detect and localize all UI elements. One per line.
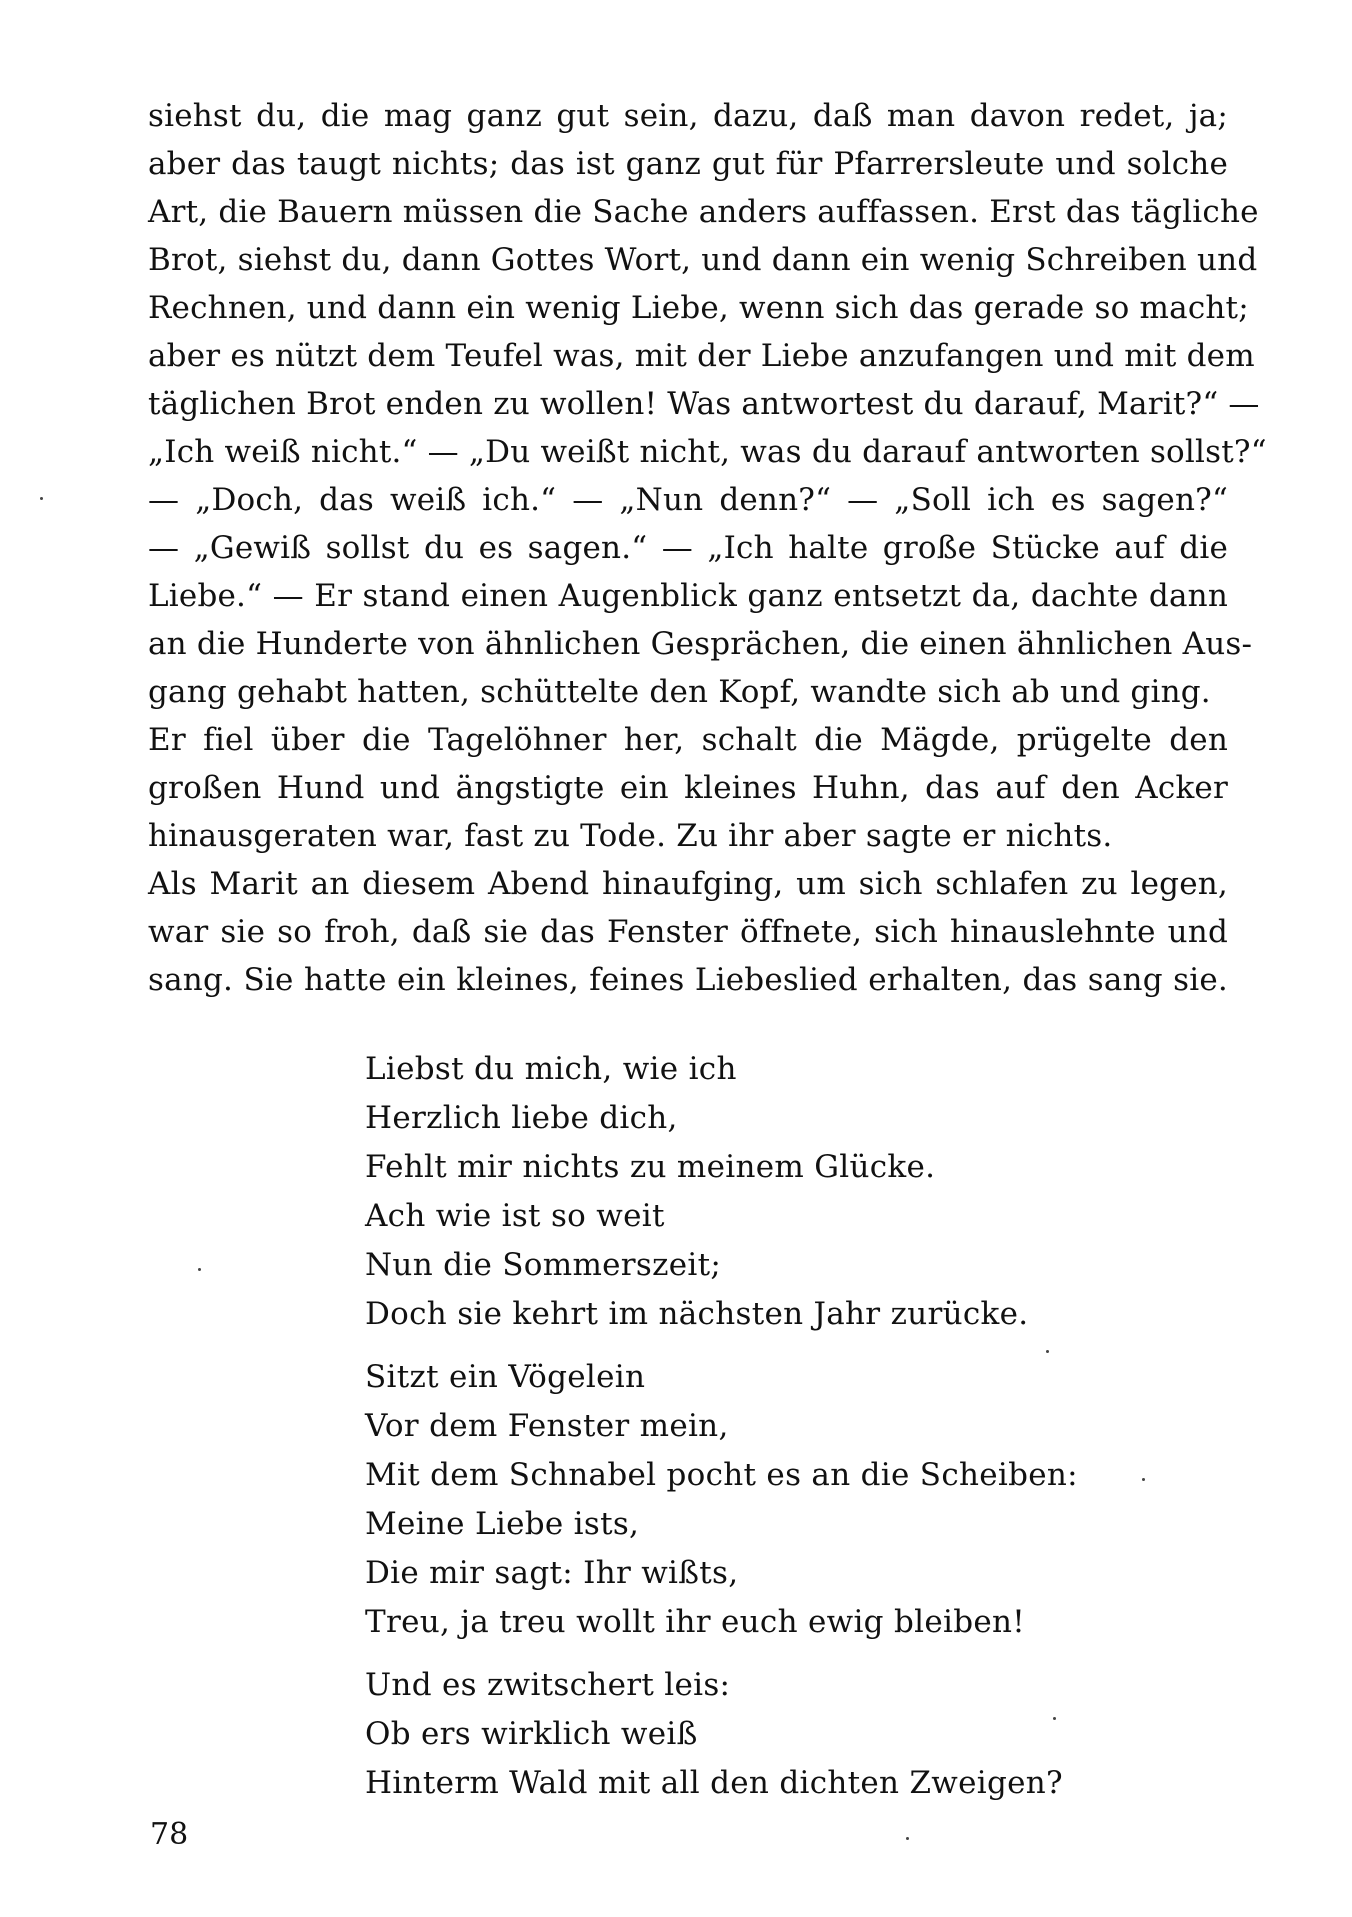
poem-verse: Ob ers wirklich weiß bbox=[365, 1716, 698, 1752]
poem bbox=[365, 1045, 1165, 1822]
prose-line: siehst du, die mag ganz gut sein, dazu, daß man davon redet, ja; bbox=[148, 98, 1228, 134]
poem-verse: Vor dem Fenster mein, bbox=[365, 1408, 729, 1444]
prose-line: täglichen Brot enden zu wollen! Was antwortest du darauf, Marit?“ — bbox=[148, 386, 1260, 422]
poem-verse: Treu, ja treu wollt ihr euch ewig bleiben! bbox=[365, 1604, 1026, 1640]
prose-line: war sie so froh, daß sie das Fenster öffnete, sich hinauslehnte und bbox=[148, 914, 1228, 950]
print-speck bbox=[1142, 1478, 1145, 1481]
print-speck bbox=[1053, 1717, 1056, 1720]
print-speck bbox=[906, 1837, 909, 1840]
poem-verse: Und es zwitschert leis: bbox=[365, 1667, 731, 1703]
poem-stanza bbox=[365, 1353, 1165, 1647]
poem-verse: Hinterm Wald mit all den dichten Zweigen? bbox=[365, 1765, 1063, 1801]
prose-line: großen Hund und ängstigte ein kleines Huhn, das auf den Acker bbox=[148, 770, 1228, 806]
prose-line: — „Gewiß sollst du es sagen.“ — „Ich halte große Stücke auf die bbox=[148, 530, 1228, 566]
poem-verse: Die mir sagt: Ihr wißts, bbox=[365, 1555, 739, 1591]
poem-verse: Nun die Sommerszeit; bbox=[365, 1247, 722, 1283]
poem-verse: Sitzt ein Vögelein bbox=[365, 1359, 646, 1395]
prose-line: Als Marit an diesem Abend hinaufging, um sich schlafen zu legen, bbox=[148, 866, 1228, 902]
prose-line: aber das taugt nichts; das ist ganz gut für Pfarrersleute und solche bbox=[148, 146, 1228, 182]
print-speck bbox=[40, 497, 43, 500]
prose-line: aber es nützt dem Teufel was, mit der Liebe anzufangen und mit dem bbox=[148, 338, 1255, 374]
poem-verse: Mit dem Schnabel pocht es an die Scheiben: bbox=[365, 1457, 1078, 1493]
prose-block bbox=[148, 92, 1267, 1004]
poem-verse: Herzlich liebe dich, bbox=[365, 1100, 678, 1136]
print-speck bbox=[1046, 1350, 1049, 1353]
poem-verse: Liebst du mich, wie ich bbox=[365, 1051, 737, 1087]
poem-verse: Ach wie ist so weit bbox=[365, 1198, 665, 1234]
poem-verse: Fehlt mir nichts zu meinem Glücke. bbox=[365, 1149, 936, 1185]
prose-line: Er fiel über die Tagelöhner her, schalt die Mägde, prügelte den bbox=[148, 722, 1228, 758]
prose-line: hinausgeraten war, fast zu Tode. Zu ihr aber sagte er nichts. bbox=[148, 818, 1113, 854]
prose-line: Liebe.“ — Er stand einen Augenblick ganz entsetzt da, dachte dann bbox=[148, 578, 1228, 614]
prose-line: Art, die Bauern müssen die Sache anders auffassen. Erst das tägliche bbox=[148, 194, 1259, 230]
prose-line: sang. Sie hatte ein kleines, feines Liebeslied erhalten, das sang sie. bbox=[148, 962, 1228, 998]
prose-line: „Ich weiß nicht.“ — „Du weißt nicht, was du darauf antworten sollst?“ bbox=[148, 434, 1267, 470]
poem-stanza bbox=[365, 1045, 1165, 1339]
prose-line: gang gehabt hatten, schüttelte den Kopf, wandte sich ab und ging. bbox=[148, 674, 1211, 710]
prose-line: Rechnen, und dann ein wenig Liebe, wenn sich das gerade so macht; bbox=[148, 290, 1249, 326]
page-number: 78 bbox=[150, 1817, 189, 1852]
poem-stanza bbox=[365, 1661, 1165, 1808]
poem-verse: Meine Liebe ists, bbox=[365, 1506, 640, 1542]
print-speck bbox=[198, 1268, 201, 1271]
prose-line: — „Doch, das weiß ich.“ — „Nun denn?“ — „Soll ich es sagen?“ bbox=[148, 482, 1228, 518]
prose-line: Brot, siehst du, dann Gottes Wort, und dann ein wenig Schreiben und bbox=[148, 242, 1258, 278]
poem-verse: Doch sie kehrt im nächsten Jahr zurücke. bbox=[365, 1296, 1029, 1332]
prose-line: an die Hunderte von ähnlichen Gesprächen, die einen ähnlichen Aus- bbox=[148, 626, 1253, 662]
